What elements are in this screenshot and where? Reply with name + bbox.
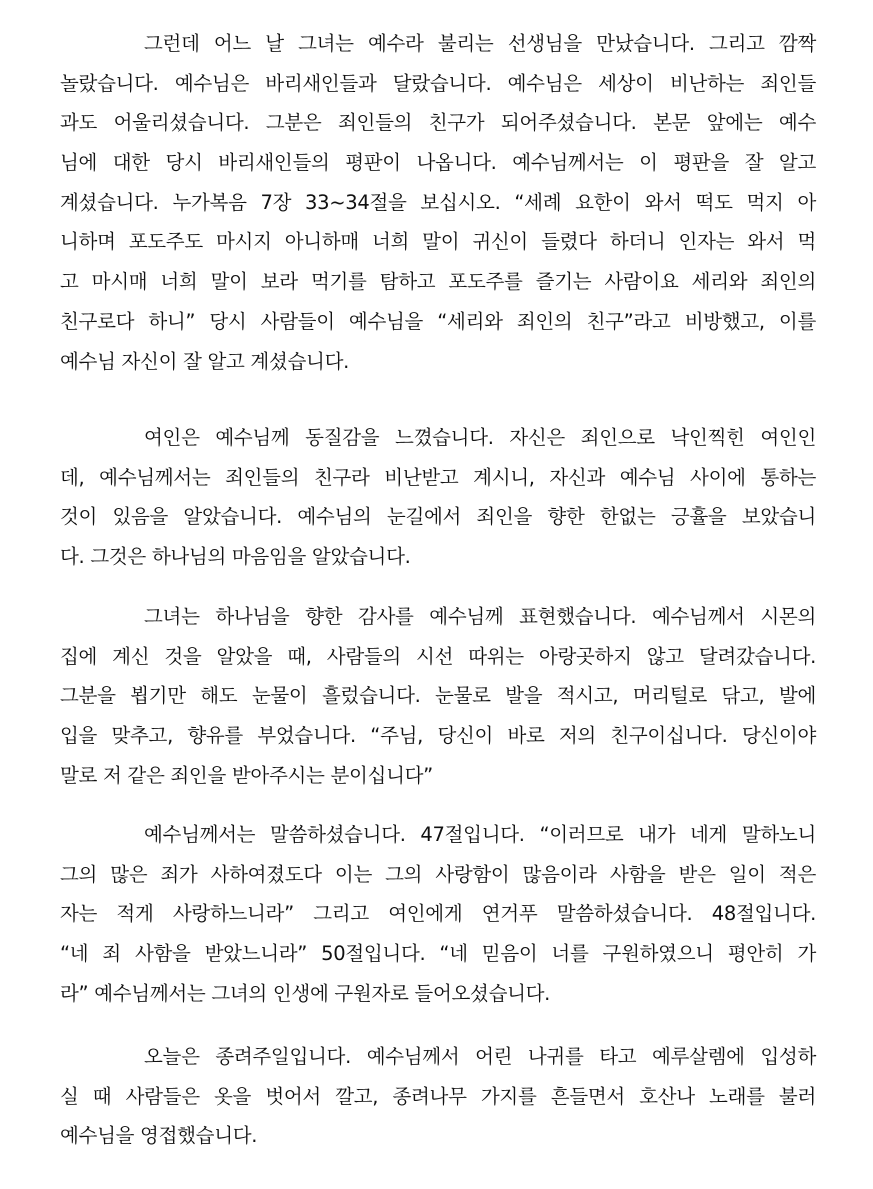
text-line: 예수님을 영접했습니다. bbox=[60, 1124, 258, 1148]
text-line: 그의 많은 죄가 사하여졌도다 이는 그의 사랑함이 많음이라 사함을 받은 일이 적은 bbox=[60, 862, 816, 886]
text-line: 말로 저 같은 죄인을 받아주시는 분이십니다” bbox=[60, 763, 433, 787]
text-line: 놀랐습니다. 예수님은 바리새인들과 달랐습니다. 예수님은 세상이 비난하는 죄인들 bbox=[60, 71, 816, 95]
text-line: 그녀는 하나님을 향한 감사를 예수님께 표현했습니다. 예수님께서 시몬의 bbox=[144, 605, 816, 628]
text-line: 오늘은 종려주일입니다. 예수님께서 어린 나귀를 타고 예루살렘에 입성하 bbox=[144, 1045, 816, 1068]
text-line: 친구로다 하니” 당시 사람들이 예수님을 “세리와 죄인의 친구”라고 비방했고, 이를 bbox=[60, 309, 816, 333]
paragraph-4 bbox=[60, 815, 816, 1013]
text-line: 라” 예수님께서는 그녀의 인생에 구원자로 들어오셨습니다. bbox=[60, 981, 551, 1005]
text-line: “네 죄 사함을 받았느니라” 50절입니다. “네 믿음이 너를 구원하였으니 평안히 가 bbox=[60, 942, 816, 966]
text-line: 예수님께서는 말씀하셨습니다. 47절입니다. “이러므로 내가 네게 말하노니 bbox=[144, 823, 816, 846]
text-line: 님에 대한 당시 바리새인들의 평판이 나옵니다. 예수님께서는 이 평판을 잘 알고 bbox=[60, 151, 816, 175]
text-line: 입을 맞추고, 향유를 부었습니다. “주님, 당신이 바로 저의 친구이십니다. 당신이야 bbox=[60, 724, 816, 748]
text-line: 다. 그것은 하나님의 마음임을 알았습니다. bbox=[60, 545, 411, 569]
paragraph-5 bbox=[60, 1037, 816, 1156]
text-line: 것이 있음을 알았습니다. 예수님의 눈길에서 죄인을 향한 한없는 긍휼을 보았습니 bbox=[60, 505, 816, 529]
text-line: 실 때 사람들은 옷을 벗어서 깔고, 종려나무 가지를 흔들면서 호산나 노래를 불러 bbox=[60, 1084, 816, 1108]
text-line: 계셨습니다. 누가복음 7장 33~34절을 보십시오. “세례 요한이 와서 떡도 먹지 아 bbox=[60, 190, 816, 214]
text-line: 집에 계신 것을 알았을 때, 사람들의 시선 따위는 아랑곳하지 않고 달려갔습니다. bbox=[60, 644, 816, 668]
text-line: 데, 예수님께서는 죄인들의 친구라 비난받고 계시니, 자신과 예수님 사이에 통하는 bbox=[60, 465, 816, 489]
paragraph-1 bbox=[60, 24, 816, 381]
text-line: 여인은 예수님께 동질감을 느꼈습니다. 자신은 죄인으로 낙인찍힌 여인인 bbox=[144, 426, 816, 449]
text-line: 고 마시매 너희 말이 보라 먹기를 탐하고 포도주를 즐기는 사람이요 세리와 죄인의 bbox=[60, 270, 816, 294]
paragraph-2 bbox=[60, 418, 816, 577]
text-line: 그런데 어느 날 그녀는 예수라 불리는 선생님을 만났습니다. 그리고 깜짝 bbox=[144, 32, 816, 55]
text-line: 예수님 자신이 잘 알고 계셨습니다. bbox=[60, 349, 350, 373]
text-line: 과도 어울리셨습니다. 그분은 죄인들의 친구가 되어주셨습니다. 본문 앞에는 예수 bbox=[60, 111, 816, 135]
paragraph-3 bbox=[60, 597, 816, 795]
text-line: 그분을 뵙기만 해도 눈물이 흘렀습니다. 눈물로 발을 적시고, 머리털로 닦고, 발에 bbox=[60, 684, 816, 708]
text-line: 자는 적게 사랑하느니라” 그리고 여인에게 연거푸 말씀하셨습니다. 48절입니다. bbox=[60, 902, 816, 926]
text-line: 니하며 포도주도 마시지 아니하매 너희 말이 귀신이 들렸다 하더니 인자는 와서 먹 bbox=[60, 230, 816, 254]
